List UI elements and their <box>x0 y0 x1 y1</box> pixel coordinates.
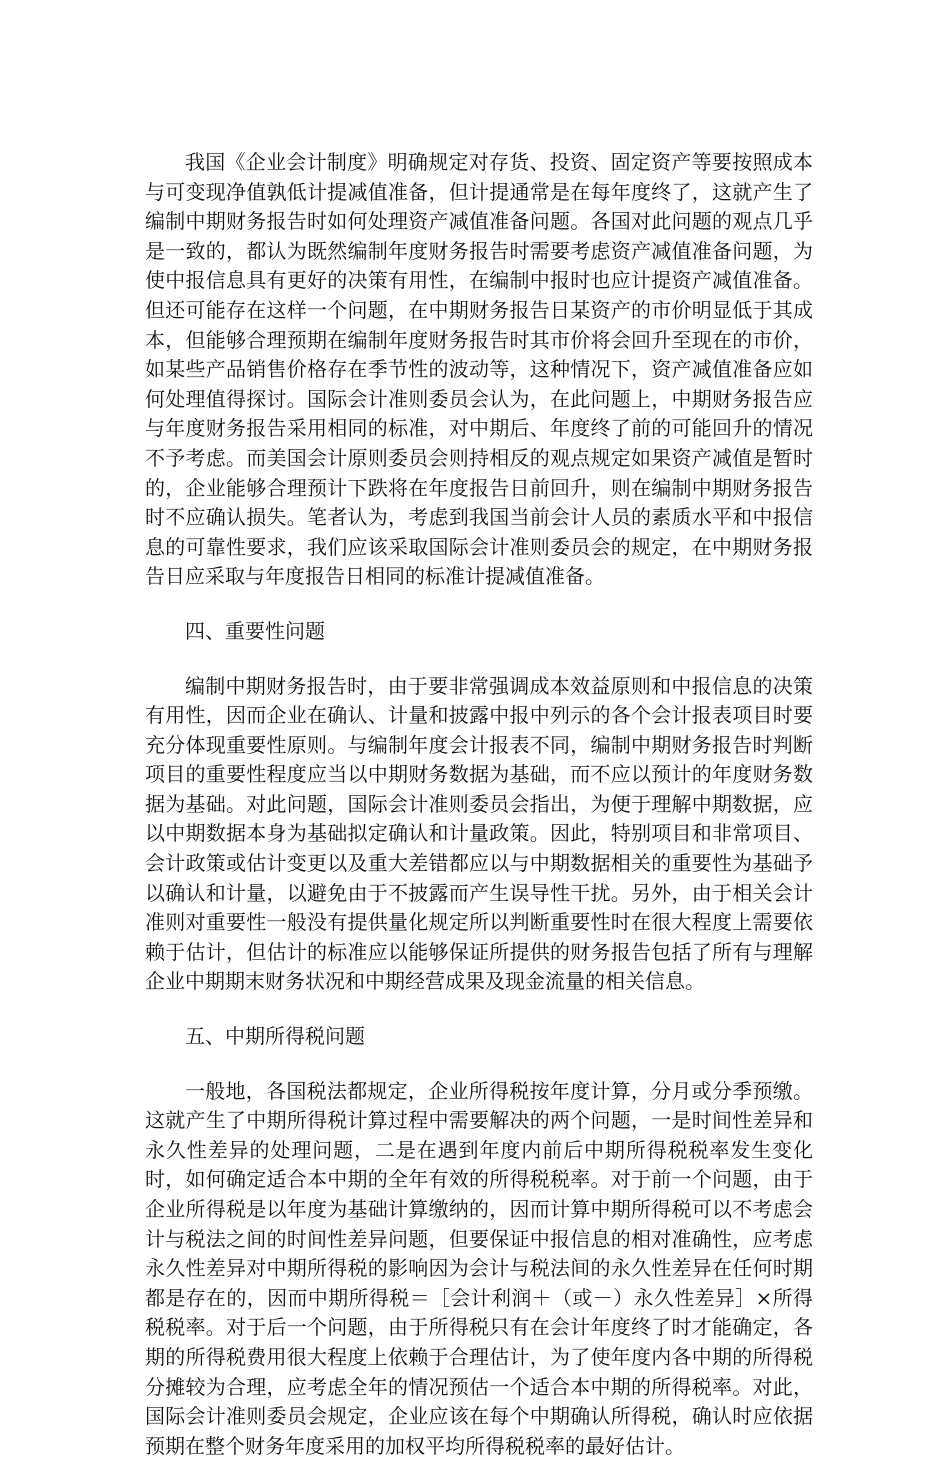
paragraph-income-tax: 一般地，各国税法都规定，企业所得税按年度计算，分月或分季预缴。这就产生了中期所得税计算过程中需要解决的两个问题，一是时间性差异和永久性差异的处理问题，二是在遇到年度内前后中期所得税税率发生变化时，如何确定适合本中期的全年有效的所得税税率。对于前一个问题，由于企业所得税是以年度为基础计算缴纳的，因而计算中期所得税可以不考虑会计与税法之间的时间性差异问题，但要保证中报信息的相对准确性，应考虑永久性差异对中期所得税的影响因为会计与税法间的永久性差异在任何时期都是存在的，因而中期所得税＝［会计利润＋（或－）永久性差异］×所得税税率。对于后一个问题，由于所得税只有在会计年度终了时才能确定，各期的所得税费用很大程度上依赖于合理估计，为了使年度内各中期的所得税分摊较为合理，应考虑全年的情况预估一个适合本中期的所得税率。对此，国际会计准则委员会规定，企业应该在每个中期确认所得税，确认时应依据预期在整个财务年度采用的加权平均所得税税率的最好估计。 <box>145 1078 813 1458</box>
paragraph-materiality: 编制中期财务报告时，由于要非常强调成本效益原则和中报信息的决策有用性，因而企业在确认、计量和披露中报中列示的各个会计报表项目时要充分体现重要性原则。与编制年度会计报表不同，编制中期财务报告时判断项目的重要性程度应当以中期财务数据为基础，而不应以预计的年度财务数据为基础。对此问题，国际会计准则委员会指出，为便于理解中期数据，应以中期数据本身为基础拟定确认和计量政策。因此，特别项目和非常项目、会计政策或估计变更以及重大差错都应以与中期数据相关的重要性为基础予以确认和计量，以避免由于不披露而产生误导性干扰。另外，由于相关会计准则对重要性一般没有提供量化规定所以判断重要性时在很大程度上需要依赖于估计，但估计的标准应以能够保证所提供的财务报告包括了所有与理解企业中期期末财务状况和中期经营成果及现金流量的相关信息。 <box>145 673 813 994</box>
paragraph-asset-impairment: 我国《企业会计制度》明确规定对存货、投资、固定资产等要按照成本与可变现净值孰低计提减值准备，但计提通常是在每年度终了，这就产生了编制中期财务报告时如何处理资产减值准备问题。各国对此问题的观点几乎是一致的，都认为既然编制年度财务报告时需要考虑资产减值准备问题，为使中报信息具有更好的决策有用性，在编制中报时也应计提资产减值准备。但还可能存在这样一个问题，在中期财务报告日某资产的市价明显低于其成本，但能够合理预期在编制年度财务报告时其市价将会回升至现在的市价，如某些产品销售价格存在季节性的波动等，这种情况下，资产减值准备应如何处理值得探讨。国际会计准则委员会认为，在此问题上，中期财务报告应与年度财务报告采用相同的标准，对中期后、年度终了前的可能回升的情况不予考虑。而美国会计原则委员会则持相反的观点规定如果资产减值是暂时的，企业能够合理预计下跌将在年度报告日前回升，则在编制中期财务报告时不应确认损失。笔者认为，考虑到我国当前会计人员的素质水平和中报信息的可靠性要求，我们应该采取国际会计准则委员会的规定，在中期财务报告日应采取与年度报告日相同的标准计提减值准备。 <box>145 150 813 589</box>
section-heading-materiality: 四、重要性问题 <box>185 618 325 643</box>
section-heading-income-tax: 五、中期所得税问题 <box>185 1024 365 1049</box>
document-page <box>145 148 813 1461</box>
